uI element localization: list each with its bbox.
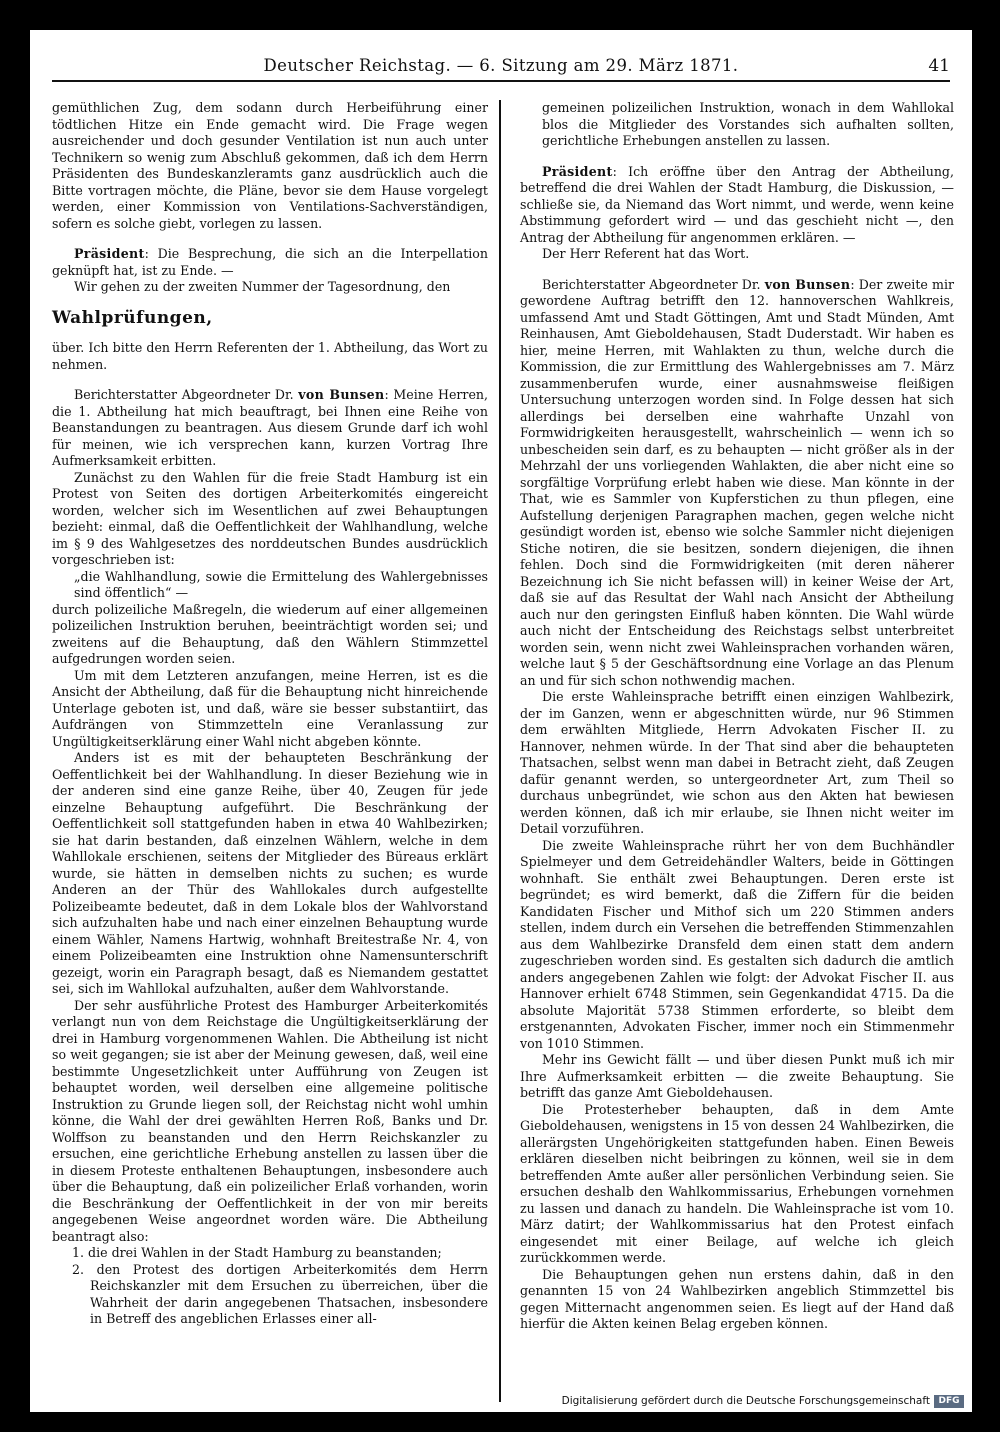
paragraph xyxy=(52,602,488,668)
speaker-prefix: Berichterstatter Abgeordneter Dr. xyxy=(542,276,765,292)
paragraph xyxy=(52,470,488,569)
speaker-name: von Bunsen xyxy=(764,276,851,292)
paragraph-text: 2. den Protest des dortigen Arbeiterkomités dem Herrn Reichskanzler mit dem Ersuchen zu überreichen, über die Wahrheit der darin angegebenen Thatsachen, insbesondere in Betreff des angeblichen Erlasses einer all- xyxy=(72,1261,488,1326)
section-heading: Wahlprüfungen, xyxy=(52,307,213,328)
header-rule xyxy=(52,80,950,82)
paragraph xyxy=(520,1102,954,1267)
right-column xyxy=(520,100,954,1333)
paragraph-text: über. Ich bitte den Herrn Referenten der 1. Abtheilung, das Wort zu nehmen. xyxy=(52,340,488,372)
paragraph xyxy=(520,689,954,838)
paragraph-text: Wir gehen zu der zweiten Nummer der Tagesordnung, den xyxy=(74,279,451,294)
paragraph-text: : Der zweite mir gewordene Auftrag betrifft den 12. hannoverschen Wahlkreis, umfassend Amt und Stadt Göttingen, Amt und Stadt Münden, Amt Reinhausen, Amt Gieboldehausen, Stadt Duderstadt. Wir haben es hier, meine Herren, mit Wahlakten zu thun, welche durch die Kommission, die zur Ermittlung des Wahlergebnisses am 7. März zusammenberufen wurde, einer ausnahmsweise fleißigen Untersuchung unterzogen worden sind. In Folge dessen hat sich allerdings bei derselben eine wahrhafte Unzahl von Formwidrigkeiten herausgestellt, wahrscheinlich — wenn ich so unbescheiden sein darf, es zu behaupten — nicht größer als in der Mehrzahl der uns vorliegenden Wahlakten, die aber nicht eine so sorgfältige Vorprüfung erlebt haben wie diese. Man könnte in der That, wie es Sammler von Kupferstichen zu thun pflegen, eine Aufstellung derjenigen Paragraphen machen, gegen welche nicht gesündigt worden ist, ebenso wie solche Sammler nicht diejenigen Stiche notiren, die sie besitzen, sondern diejenigen, die ihnen fehlen. Doch sind die Formwidrigkeiten (mit deren näherer Bezeichnung ich Sie nicht befassen will) in keiner Weise der Art, daß sie auf das Resultat der Wahl nach Ansicht der Abtheilung auch nur den geringsten Einfluß haben könnten. Die Wahl würde auch nicht der Entscheidung des Reichstags selbst unterbreitet worden sein, wenn nicht zwei Wahleinsprachen vorhanden wären, welche laut § 5 der Geschäftsordnung eine Vorlage an das Plenum an und für sich schon nothwendig machen. xyxy=(520,276,954,688)
funding-note: Digitalisierung gefördert durch die Deutsche Forschungsgemeinschaft xyxy=(561,1395,930,1407)
paragraph-text: : Die Besprechung, die sich an die Interpellation geknüpft hat, ist zu Ende. — xyxy=(52,246,488,278)
paragraph-text: : Ich eröffne über den Antrag der Abtheilung, betreffend die drei Wahlen der Stadt Hamburg, die Diskussion, — schließe sie, da Niemand das Wort nimmt, und werde, wenn keine Abstimmung gefordert wird — und das geschieht nicht —, den Antrag der Abtheilung für angenommen erklären. — xyxy=(520,163,954,245)
paragraph-text: Die erste Wahleinsprache betrifft einen einzigen Wahlbezirk, der im Ganzen, wenn er abgeschnitten würde, nur 96 Stimmen dem erwählten Mitgliede, Herrn Advokaten Fischer II. zu Hannover, nehmen würde. In der That sind aber die behaupteten Thatsachen, selbst wenn man dabei in Betracht zieht, daß Zeugen dafür genannt werden, so untergeordneter Art, zum Theil so durchaus unbegründet, wie schon aus den Akten hat bewiesen werden können, daß ich mir erlaube, sie Ihnen nicht weiter im Detail vorzuführen. xyxy=(520,689,954,836)
speaker-prefix: Berichterstatter Abgeordneter Dr. xyxy=(74,387,299,402)
paragraph xyxy=(52,1262,488,1328)
paragraph-text: Mehr ins Gewicht fällt — und über diesen Punkt muß ich mir Ihre Aufmerksamkeit erbitten — die zweite Behauptung. Sie betrifft das ganze Amt Gieboldehausen. xyxy=(520,1052,954,1100)
speaker-name: Präsident xyxy=(542,163,613,179)
newspaper-page xyxy=(30,30,972,1412)
paragraph xyxy=(520,277,954,690)
header-title: Deutscher Reichstag. — 6. Sitzung am 29. März 1871. xyxy=(263,56,739,75)
paragraph xyxy=(52,279,488,296)
paragraph xyxy=(520,1052,954,1102)
paragraph-text: Die Protesterheber behaupten, daß in dem Amte Gieboldehausen, wenigstens in 15 von dessen 24 Wahlbezirken, die allerärgsten Ungehörigkeiten stattgefunden haben. Einen Beweis erklären dieselben nicht beibringen zu können, weil sie in dem betreffenden Amte außer aller persönlichen Verbindung seien. Sie ersuchen deshalb den Wahlkommissarius, Erhebungen vornehmen zu lassen und danach zu handeln. Die Wahleinsprache ist vom 10. März datirt; der Wahlkommissarius hat den Protest einfach eingesendet mit einer Beilage, auf welche ich gleich zurückkommen werde. xyxy=(520,1101,954,1265)
paragraph xyxy=(52,998,488,1246)
paragraph xyxy=(52,246,488,279)
paragraph xyxy=(52,569,488,602)
paragraph xyxy=(52,387,488,470)
paragraph xyxy=(52,750,488,998)
paragraph xyxy=(520,1267,954,1333)
paragraph-text: Zunächst zu den Wahlen für die freie Stadt Hamburg ist ein Protest von Seiten des dortigen Arbeiterkomités eingereicht worden, welcher sich im Wesentlichen auf zwei Behauptungen bezieht: einmal, daß die Oeffentlichkeit der Wahlhandlung, welche im § 9 des Wahlgesetzes des norddeutschen Bundes ausdrücklich vorgeschrieben ist: xyxy=(52,469,488,567)
column-divider xyxy=(499,100,501,1402)
paragraph xyxy=(52,1245,488,1262)
dfg-logo: DFG xyxy=(934,1395,964,1408)
paragraph xyxy=(520,164,954,247)
page-header xyxy=(30,30,972,78)
paragraph-text: Der Herr Referent hat das Wort. xyxy=(542,246,750,261)
paragraph-text: Die zweite Wahleinsprache rührt her von dem Buchhändler Spielmeyer und dem Getreidehändler Walters, beide in Göttingen wohnhaft. Sie enthält zwei Behauptungen. Deren erste ist begründet; es wird bemerkt, daß die Ziffern für die beiden Kandidaten Fischer und Mithof sich um 220 Stimmen anders stellen, indem durch ein Versehen die betreffenden Stimmenzahlen aus dem Wahlbezirke Dransfeld dem einen statt dem andern zugeschrieben worden sind. Es gestalten sich dadurch die amtlich anders angegebenen Zahlen wie folgt: der Advokat Fischer II. aus Hannover erhielt 6748 Stimmen, sein Gegenkandidat 4715. Da die absolute Majorität 5738 Stimmen erforderte, so bleibt dem erstgenannten, Advokaten Fischer, immer noch ein Stimmenmehr von 1010 Stimmen. xyxy=(520,837,954,1051)
left-column xyxy=(52,100,488,1328)
paragraph xyxy=(52,340,488,373)
paragraph xyxy=(52,668,488,751)
paragraph xyxy=(52,100,488,232)
paragraph-text: gemüthlichen Zug, dem sodann durch Herbeiführung einer tödtlichen Hitze ein Ende gemacht wird. Die Frage wegen ausreichender und doch gesunder Ventilation ist nun auch unter Technikern so wenig zum Abschluß gekommen, daß ich dem Herrn Präsidenten des Bundeskanzleramts ganz ausdrücklich auch die Bitte vortragen möchte, die Pläne, bevor sie dem Hause vorgelegt werden, einer Kommission von Ventilations-Sachverständigen, sofern es solche giebt, vorlegen zu lassen. xyxy=(52,100,488,231)
paragraph-text: gemeinen polizeilichen Instruktion, wonach in dem Wahllokal blos die Mitglieder des Vorstandes sich aufhalten sollten, gerichtliche Erhebungen anstellen zu lassen. xyxy=(542,100,954,148)
page-footer xyxy=(30,1392,972,1412)
paragraph-text: : Meine Herren, die 1. Abtheilung hat mich beauftragt, bei Ihnen eine Reihe von Beanstandungen zu beantragen. Aus diesem Grunde darf ich wohl für meinen, wie ich versprechen kann, kurzen Vortrag Ihre Aufmerksamkeit erbitten. xyxy=(52,387,489,468)
speaker-name: von Bunsen xyxy=(298,387,385,402)
speaker-name: Präsident xyxy=(74,246,145,261)
paragraph-text: Um mit dem Letzteren anzufangen, meine Herren, ist es die Ansicht der Abtheilung, daß für die Behauptung nicht hinreichende Unterlage geboten ist, und daß, wäre sie besser substantiirt, das Aufdrängen von Stimmzetteln eine Veranlassung zur Ungültigkeitserklärung einer Wahl nicht abgeben könnte. xyxy=(52,667,488,749)
paragraph-text: Die Behauptungen gehen nun erstens dahin, daß in den genannten 15 von 24 Wahlbezirken angeblich Stimmzettel bis gegen Mitternacht angenommen seien. Es liegt auf der Hand daß hierfür die Akten keinen Belag ergeben können. xyxy=(520,1266,954,1331)
paragraph-text: „die Wahlhandlung, sowie die Ermittelung des Wahlergebnisses sind öffentlich“ — xyxy=(74,568,488,600)
page-number: 41 xyxy=(928,56,950,76)
paragraph xyxy=(520,100,954,150)
paragraph-text: 1. die drei Wahlen in der Stadt Hamburg zu beanstanden; xyxy=(72,1245,442,1260)
paragraph xyxy=(520,838,954,1053)
paragraph-text: durch polizeiliche Maßregeln, die wiederum auf einer allgemeinen polizeilichen Instruktion beruhen, beeinträchtigt worden sei; und zweitens auf die Behauptung, daß den Wählern Stimmzettel aufgedrungen worden seien. xyxy=(52,601,488,666)
paragraph-text: Anders ist es mit der behaupteten Beschränkung der Oeffentlichkeit bei der Wahlhandlung. In dieser Beziehung wie in der anderen sind eine ganze Reihe, über 40, Zeugen für jede einzelne Behauptung aufgeführt. Die Beschränkung der Oeffentlichkeit soll stattgefunden haben in etwa 40 Wahlbezirken; sie hat darin bestanden, daß einzelnen Wählern, welche in dem Wahllokale erschienen, seitens der Mitglieder des Büreaus erklärt wurde, sie hätten in demselben nichts zu suchen; es wurde Anderen an der Thür des Wahllokales durch aufgestellte Polizeibeamte bedeutet, daß in dem Lokale blos der Wahlvorstand sich aufzuhalten habe und nach einer einzelnen Behauptung wurde einem Wähler, Namens Hartwig, wohnhaft Breitestraße Nr. 4, von einem Polizeibeamten eine Instruktion ohne Namensunterschrift gezeigt, worin ein Paragraph besagt, daß es Niemandem gestattet sei, sich im Wahllokal aufzuhalten, außer dem Wahlvorstande. xyxy=(52,750,488,996)
paragraph xyxy=(520,246,954,263)
paragraph-text: Der sehr ausführliche Protest des Hamburger Arbeiterkomités verlangt nun von dem Reichstage die Ungültigkeitserklärung der drei in Hamburg vorgenommenen Wahlen. Die Abtheilung ist nicht so weit gegangen; sie ist aber der Meinung gewesen, daß, weil eine bestimmte Ungesetzlichkeit unter Aufführung von Zeugen ist behauptet worden, weil derselben eine allgemeine politische Instruktion zu Grunde liegen soll, der Reichstag nicht wohl umhin könne, die Wahl der drei gewählten Herren Roß, Banks und Dr. Wolffson zu beanstanden und den Herrn Reichskanzler zu ersuchen, eine gerichtliche Erhebung anstellen zu lassen über die in diesem Proteste enthaltenen Behauptungen, insbesondere auch über die Behauptung, daß ein polizeilicher Erlaß vorhanden, worin die Beschränkung der Oeffentlichkeit in der von mir bereits angegebenen Weise angeordnet worden wäre. Die Abtheilung beantragt also: xyxy=(52,997,488,1244)
